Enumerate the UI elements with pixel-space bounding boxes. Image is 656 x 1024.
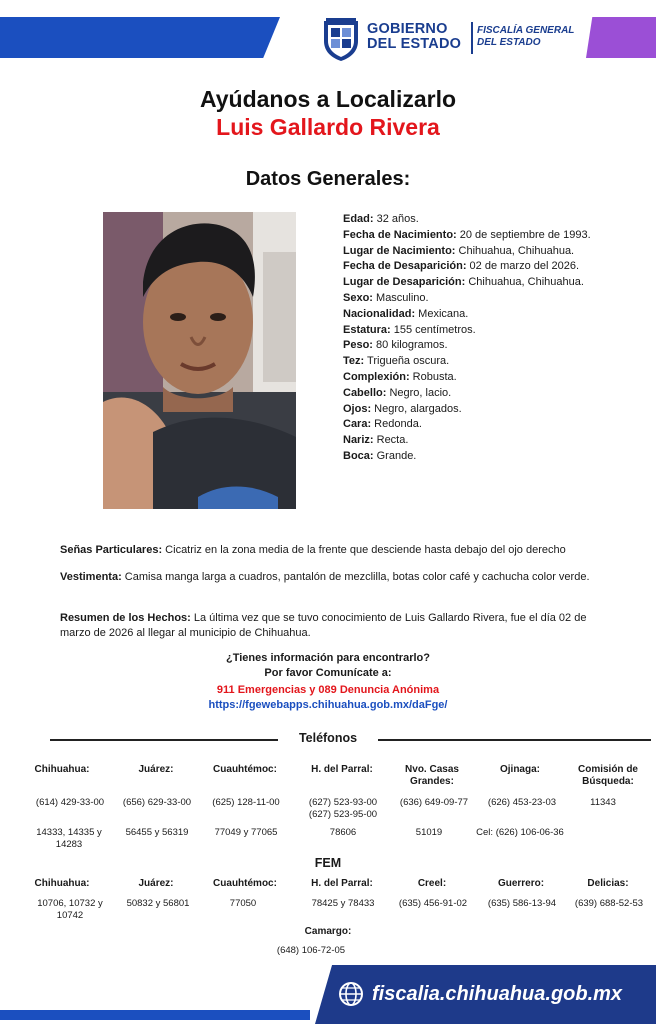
- tel-ext-nvo-casas-grandes: 51019: [415, 827, 443, 838]
- dato-sexo: [343, 291, 608, 307]
- fiscalia-line2: DEL ESTADO: [477, 37, 541, 48]
- dato-label: Complexión:: [343, 370, 410, 383]
- dato-label: Cabello:: [343, 386, 387, 399]
- dato-label: Lugar de Desaparición:: [343, 276, 466, 289]
- footer-blue-band: [0, 1010, 310, 1020]
- tel-label-cuauhtemoc: Cuauhtémoc:: [213, 764, 277, 775]
- tel-phone-comision-busqueda: 11343: [590, 797, 616, 808]
- header-purple-band: [586, 17, 656, 58]
- dato-value: Masculino.: [372, 291, 429, 304]
- tel-phone-parral: (627) 523-93-00 (627) 523-95-00: [308, 797, 378, 820]
- tel-label-chihuahua: Chihuahua:: [34, 764, 90, 775]
- fem-phone-camargo: (648) 106-72-05: [276, 945, 346, 956]
- vestimenta-label: Vestimenta:: [60, 571, 122, 583]
- dato-cara: [343, 417, 608, 433]
- resumen-hechos: [60, 611, 605, 641]
- dato-label: Tez:: [343, 355, 365, 368]
- tel-phone-cuauhtemoc: (625) 128-11-00: [212, 797, 280, 808]
- gobierno-line1: GOBIERNO: [367, 21, 448, 37]
- dato-ojos: [343, 402, 608, 418]
- tel-ext-ojinaga: Cel: (626) 106-06-36: [476, 827, 564, 838]
- dato-label: Fecha de Desaparición:: [343, 260, 467, 273]
- dato-value: Recta.: [373, 434, 409, 447]
- dato-label: Sexo:: [343, 291, 373, 304]
- dato-label: Lugar de Nacimiento:: [343, 244, 456, 257]
- dato-value: 20 de septiembre de 1993.: [456, 228, 591, 241]
- senas-value: Cicatriz en la zona media de la frente que desciende hasta debajo del ojo derecho: [162, 544, 566, 556]
- dato-nariz: [343, 433, 608, 449]
- tel-phone-chihuahua: (614) 429-33-00: [35, 797, 105, 808]
- dato-value: Chihuahua, Chihuahua.: [455, 244, 575, 257]
- emergency-numbers: 911 Emergencias y 089 Denuncia Anónima: [216, 684, 440, 696]
- fiscalia-label: [477, 25, 574, 49]
- fem-label-chihuahua: Chihuahua:: [34, 878, 90, 889]
- dato-estatura: [343, 323, 608, 339]
- tel-label-parral: H. del Parral:: [311, 764, 373, 775]
- resumen-label: Resumen de los Hechos:: [60, 612, 191, 624]
- section-title-datos: Datos Generales:: [245, 168, 411, 190]
- dato-value: Negro, alargados.: [371, 402, 462, 415]
- dato-fecha-nacimiento: [343, 228, 608, 244]
- info-call: Por favor Comunícate a:: [264, 667, 392, 679]
- dato-label: Nariz:: [343, 434, 374, 447]
- tel-ext-cuauhtemoc: 77049 y 77065: [214, 827, 278, 838]
- fem-label-guerrero: Guerrero:: [497, 878, 545, 889]
- fem-label-creel: Creel:: [417, 878, 447, 889]
- dato-complexion: [343, 370, 608, 386]
- fem-phone-cuauhtemoc: 77050: [229, 898, 257, 909]
- gobierno-line2: DEL ESTADO: [367, 36, 462, 52]
- vestimenta-value: Camisa manga larga a cuadros, pantalón de mezclilla, botas color café y cachucha color verde.: [121, 571, 590, 583]
- vestimenta: [60, 570, 605, 585]
- dato-label: Boca:: [343, 449, 374, 462]
- fem-label-parral: H. del Parral:: [311, 878, 373, 889]
- dato-value: Grande.: [373, 449, 417, 462]
- fem-phone-guerrero: (635) 586-13-94: [487, 898, 557, 909]
- report-link[interactable]: https://fgewebapps.chihuahua.gob.mx/daFge/: [208, 699, 448, 711]
- dato-edad: [343, 212, 608, 228]
- fem-heading: FEM: [314, 856, 342, 870]
- header-blue-band: [0, 17, 280, 58]
- dato-label: Peso:: [343, 339, 373, 352]
- fem-label-camargo: Camargo:: [304, 926, 352, 937]
- fem-phone-creel: (635) 456-91-02: [398, 898, 468, 909]
- globe-icon: [337, 980, 365, 1008]
- dato-label: Nacionalidad:: [343, 307, 416, 320]
- info-question: ¿Tienes información para encontrarlo?: [226, 652, 430, 664]
- tel-phone-nvo-casas-grandes: (636) 649-09-77: [399, 797, 469, 808]
- dato-value: Redonda.: [371, 418, 422, 431]
- telefonos-heading: Teléfonos: [298, 731, 358, 745]
- tel-phone-juarez: (656) 629-33-00: [122, 797, 192, 808]
- footer-url[interactable]: fiscalia.chihuahua.gob.mx: [372, 983, 623, 1005]
- dato-value: 32 años.: [373, 213, 419, 225]
- person-name: Luis Gallardo Rivera: [216, 114, 440, 140]
- dato-value: Trigueña oscura.: [364, 355, 450, 368]
- dato-label: Fecha de Nacimiento:: [343, 228, 457, 241]
- dato-nacionalidad: [343, 307, 608, 323]
- page-title: Ayúdanos a Localizarlo: [199, 86, 457, 112]
- dato-label: Ojos:: [343, 402, 372, 415]
- person-photo: [103, 212, 296, 509]
- fem-label-delicias: Delicias:: [587, 878, 629, 889]
- header-divider: [471, 22, 473, 54]
- tel-ext-chihuahua: 14333, 14335 y 14283: [36, 827, 102, 850]
- fem-label-cuauhtemoc: Cuauhtémoc:: [213, 878, 277, 889]
- dato-tez: [343, 354, 608, 370]
- tel-label-comision-busqueda: Comisión de Búsqueda:: [577, 764, 638, 787]
- gobierno-label: [367, 22, 461, 52]
- tel-label-ojinaga: Ojinaga:: [499, 764, 540, 775]
- dato-lugar-nacimiento: [343, 244, 608, 260]
- dato-lugar-desaparicion: [343, 275, 608, 291]
- senas-particulares: [60, 543, 605, 558]
- tel-ext-parral: 78606: [329, 827, 357, 838]
- datos-list: [343, 212, 608, 465]
- fem-label-juarez: Juárez:: [138, 878, 174, 889]
- tel-phone-ojinaga: (626) 453-23-03: [487, 797, 557, 808]
- dato-boca: [343, 449, 608, 465]
- dato-label: Cara:: [343, 418, 372, 431]
- fiscalia-line1: FISCALÍA GENERAL: [477, 25, 575, 36]
- dato-label: Edad:: [343, 213, 374, 225]
- dato-peso: [343, 338, 608, 354]
- dato-cabello: [343, 386, 608, 402]
- fem-phone-juarez: 50832 y 56801: [126, 898, 190, 909]
- fem-phone-parral: 78425 y 78433: [311, 898, 375, 909]
- dato-value: Chihuahua, Chihuahua.: [465, 276, 584, 289]
- dato-label: Estatura:: [343, 323, 391, 336]
- dato-value: Negro, lacio.: [386, 386, 452, 399]
- tel-label-nvo-casas-grandes: Nvo. Casas Grandes:: [405, 764, 459, 787]
- dato-value: Robusta.: [409, 370, 457, 383]
- dato-value: 155 centímetros.: [390, 323, 476, 336]
- tel-ext-juarez: 56455 y 56319: [125, 827, 189, 838]
- dato-value: 80 kilogramos.: [372, 339, 448, 352]
- dato-value: Mexicana.: [415, 307, 469, 320]
- senas-label: Señas Particulares:: [60, 544, 163, 556]
- resumen-value: La última vez que se tuvo conocimiento de Luis Gallardo Rivera, fue el día 02 de marzo de 2026 al llegar al municipio de Chihuahua.: [60, 612, 587, 639]
- fem-phone-chihuahua: 10706, 10732 y 10742: [37, 898, 103, 921]
- tel-label-juarez: Juárez:: [138, 764, 174, 775]
- coat-of-arms-icon: [320, 17, 362, 63]
- dato-fecha-desaparicion: [343, 259, 608, 275]
- fem-phone-delicias: (639) 688-52-53: [574, 898, 644, 909]
- dato-value: 02 de marzo del 2026.: [466, 260, 580, 273]
